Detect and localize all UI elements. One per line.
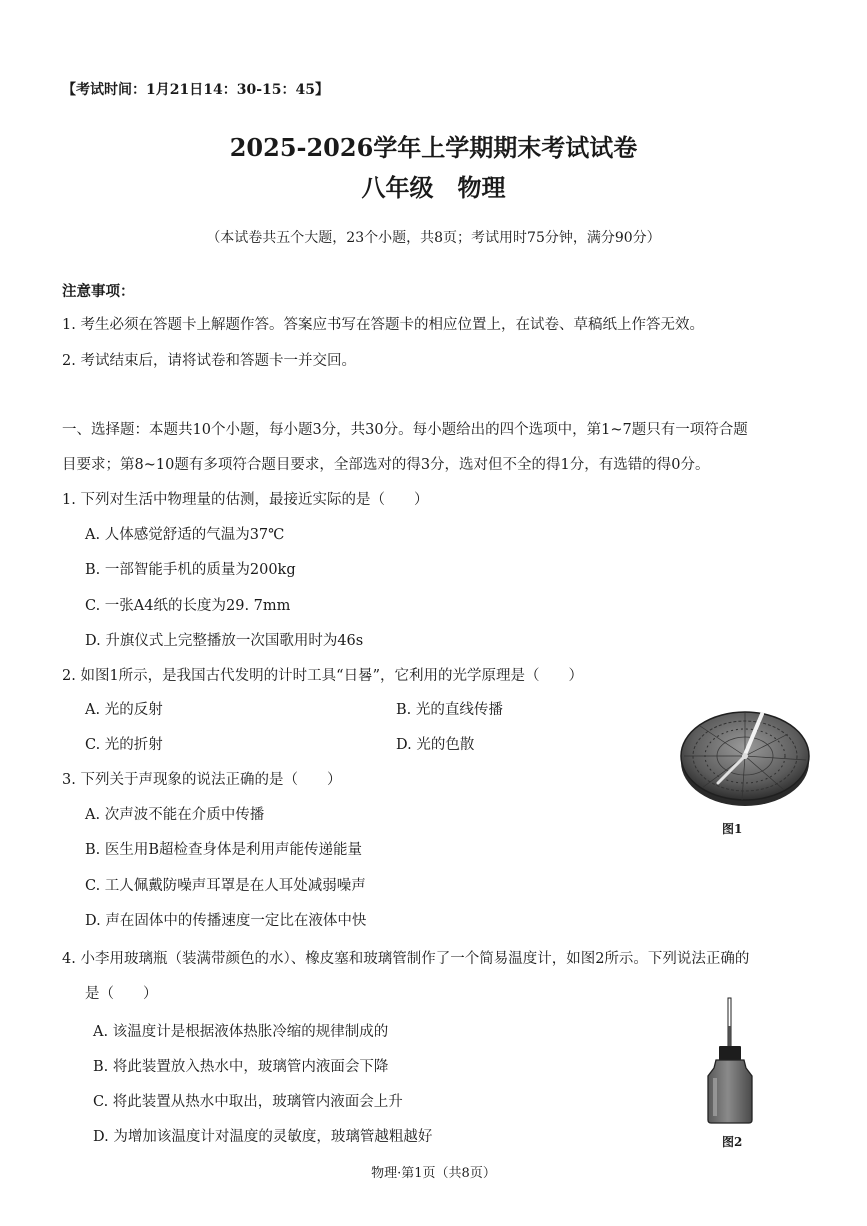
bottle-thermometer-illustration (700, 996, 760, 1124)
q1-option-d: D. 升旗仪式上完整播放一次国歌用时为46s (85, 633, 364, 649)
question-4-stem-line2: 是（ ） (85, 986, 158, 1002)
exam-time: 【考试时间：1月21日14：30-15：45】 (62, 82, 329, 98)
q3-option-b: B. 医生用B超检查身体是利用声能传递能量 (85, 842, 363, 858)
page-title: 2025-2026学年上学期期末考试试卷 (229, 133, 638, 162)
figure-2-caption: 图2 (722, 1135, 743, 1149)
q2-option-a: A. 光的反射 (85, 702, 163, 718)
q2-option-c: C. 光的折射 (85, 737, 163, 753)
q2-option-b: B. 光的直线传播 (396, 702, 503, 718)
notice-item-2: 2. 考试结束后，请将试卷和答题卡一并交回。 (62, 353, 356, 369)
question-3-stem: 3. 下列关于声现象的说法正确的是（ ） (62, 772, 342, 788)
question-4-stem-line1: 4. 小李用玻璃瓶（装满带颜色的水）、橡皮塞和玻璃管制作了一个简易温度计，如图2所示。下列说法正确的 (62, 951, 750, 967)
q3-option-c: C. 工人佩戴防噪声耳罩是在人耳处减弱噪声 (85, 878, 366, 894)
q4-option-a: A. 该温度计是根据液体热胀冷缩的规律制成的 (93, 1024, 389, 1040)
notice-heading: 注意事项： (62, 283, 135, 300)
q1-option-c: C. 一张A4纸的长度为29. 7mm (85, 598, 291, 614)
figure-1-sundial (678, 704, 813, 809)
q4-option-d: D. 为增加该温度计对温度的灵敏度，玻璃管越粗越好 (93, 1129, 433, 1145)
q1-option-a: A. 人体感觉舒适的气温为37℃ (85, 527, 285, 543)
q1-option-b: B. 一部智能手机的质量为200kg (85, 562, 296, 578)
scope-note: （本试卷共五个大题，23个小题，共8页；考试用时75分钟，满分90分） (206, 230, 661, 246)
question-2-stem: 2. 如图1所示，是我国古代发明的计时工具“日晷”，它利用的光学原理是（ ） (62, 668, 583, 684)
figure-1-caption: 图1 (722, 822, 743, 836)
q4-option-b: B. 将此装置放入热水中，玻璃管内液面会下降 (93, 1059, 389, 1075)
q4-option-c: C. 将此装置从热水中取出，玻璃管内液面会上升 (93, 1094, 403, 1110)
q3-option-d: D. 声在固体中的传播速度一定比在液体中快 (85, 913, 367, 929)
sundial-illustration (678, 704, 813, 809)
section1-line1: 一、选择题：本题共10个小题，每小题3分，共30分。每小题给出的四个选项中，第1~7题只有一项符合题 (62, 422, 748, 438)
question-1-stem: 1. 下列对生活中物理量的估测，最接近实际的是（ ） (62, 492, 429, 508)
q2-option-d: D. 光的色散 (396, 737, 475, 753)
section1-line2: 目要求；第8~10题有多项符合题目要求，全部选对的得3分，选对但不全的得1分，有选错的得0分。 (62, 457, 710, 473)
page-subtitle: 八年级 物理 (361, 173, 506, 202)
figure-2-bottle-thermometer (700, 996, 760, 1124)
page-footer: 物理·第1页（共8页） (371, 1166, 496, 1181)
notice-item-1: 1. 考生必须在答题卡上解题作答。答案应书写在答题卡的相应位置上，在试卷、草稿纸上作答无效。 (62, 317, 704, 333)
q3-option-a: A. 次声波不能在介质中传播 (85, 807, 265, 823)
